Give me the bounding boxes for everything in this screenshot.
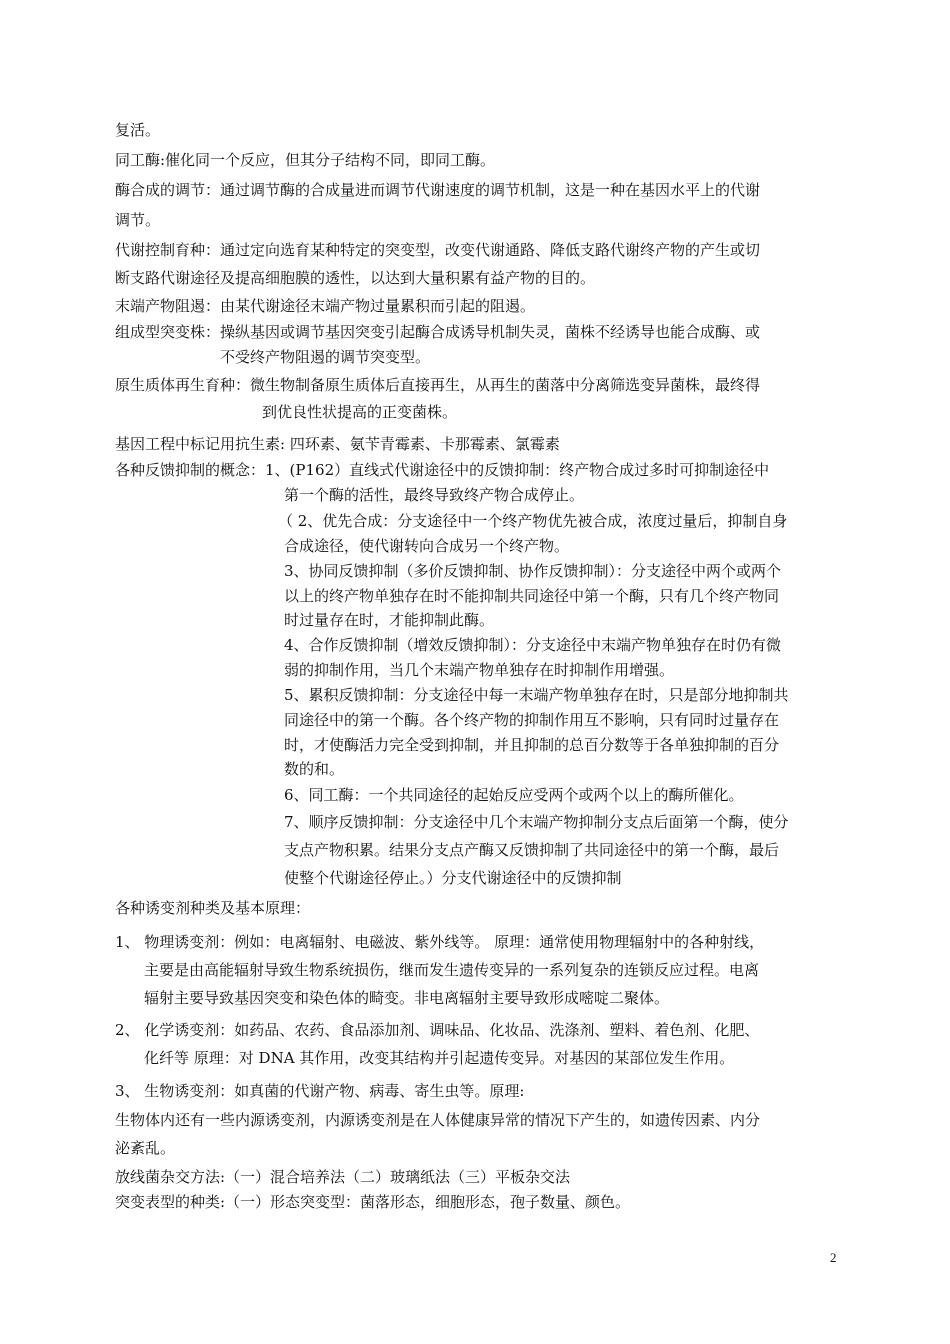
text-line: 末端产物阻遏：由某代谢途径末端产物过量累积而引起的阻遏。 [115,297,536,315]
text-line: 使整个代谢途径停止。）分支代谢途径中的反馈抑制 [284,869,622,887]
text-line: 合成途径，使代谢转向合成另一个终产物。 [284,537,570,555]
text-line: 支点产物积累。结果分支点产酶又反馈抑制了共同途径中的第一个酶，最后 [284,841,780,859]
text-line: 3、协同反馈抑制（多价反馈抑制、协作反馈抑制）：分支途径中两个或两个 [284,562,782,580]
text-line: 2、 化学诱变剂：如药品、农药、食品添加剂、调味品、化妆品、洗涤剂、塑料、着色剂、化肥、 [115,1021,760,1039]
text-line: 6、同工酶：一个共同途径的起始反应受两个或两个以上的酶所催化。 [284,786,744,804]
text-line: 时过量存在时，才能抑制此酶。 [284,611,495,629]
text-line: 复活。 [115,121,161,139]
text-line: 放线菌杂交方法:（一）混合培养法（二）玻璃纸法（三）平板杂交法 [115,1168,571,1186]
text-line: 代谢控制育种：通过定向选育某种特定的突变型，改变代谢通路、降低支路代谢终产物的产生或切 [115,241,761,259]
text-line: 生物体内还有一些内源诱变剂，内源诱变剂是在人体健康异常的情况下产生的，如遗传因素、内分 [115,1111,761,1129]
text-line: （ 2、优先合成：分支途径中一个终产物优先被合成，浓度过量后，抑制自身 [278,512,788,530]
text-line: 主要是由高能辐射导致生物系统损伤，继而发生遗传变异的一系列复杂的连锁反应过程。电离 [144,961,760,979]
text-line: 原生质体再生育种：微生物制备原生质体后直接再生，从再生的菌落中分离筛选变异菌株，最终得 [115,376,761,394]
text-line: 辐射主要导致基因突变和染色体的畸变。非电离辐射主要导致形成嘧啶二聚体。 [144,989,670,1007]
text-line: 7、顺序反馈抑制：分支途径中几个末端产物抑制分支点后面第一个酶，使分 [284,813,789,831]
text-line: 基因工程中标记用抗生素: 四环素、氨苄青霉素、卡那霉素、氯霉素 [115,435,560,453]
text-line: 4、合作反馈抑制（增效反馈抑制）：分支途径中末端产物单独存在时仍有微 [284,636,782,654]
text-line: 5、累积反馈抑制：分支途径中每一末端产物单独存在时，只是部分地抑制共 [284,686,789,704]
text-line: 第一个酶的活性，最终导致终产物合成停止。 [284,486,585,504]
text-line: 3、 生物诱变剂：如真菌的代谢产物、病毒、寄生虫等。原理: [115,1082,525,1100]
text-line: 以上的终产物单独存在时不能抑制共同途径中第一个酶，只有几个终产物同 [284,587,780,605]
text-line: 同工酶:催化同一个反应，但其分子结构不同，即同工酶。 [115,151,496,169]
text-line: 不受终产物阻遏的调节突变型。 [220,348,431,366]
text-line: 到优良性状提高的正变菌株。 [262,403,458,421]
text-line: 各种反馈抑制的概念：1、(P162）直线式代谢途径中的反馈抑制：终产物合成过多时可抑制途径中 [115,461,770,479]
text-line: 同途径中的第一个酶。各个终产物的抑制作用互不影响，只有同时过量存在 [284,711,780,729]
text-line: 1、 物理诱变剂：例如：电离辐射、电磁波、紫外线等。 原理：通常使用物理辐射中的各种射线， [115,933,765,951]
text-line: 时，才使酶活力完全受到抑制，并且抑制的总百分数等于各单独抑制的百分 [284,736,780,754]
text-line: 酶合成的调节：通过调节酶的合成量进而调节代谢速度的调节机制，这是一种在基因水平上的代谢 [115,181,761,199]
text-line: 泌紊乱。 [115,1139,176,1157]
text-line: 突变表型的种类:（一）形态突变型：菌落形态，细胞形态，孢子数量、颜色。 [115,1193,631,1211]
text-line: 断支路代谢途径及提高细胞膜的透性，以达到大量积累有益产物的目的。 [115,269,596,287]
text-line: 弱的抑制作用，当几个末端产物单独存在时抑制作用增强。 [284,661,675,679]
text-line: 化纤等 原理：对 DNA 其作用，改变其结构并引起遗传变异。对基因的某部位发生作用。 [144,1049,735,1067]
page-number: 2 [830,1250,837,1265]
text-line: 组成型突变株：操纵基因或调节基因突变引起酶合成诱导机制失灵，菌株不经诱导也能合成酶、或 [115,323,761,341]
text-line: 调节。 [115,211,161,229]
text-line: 各种诱变剂种类及基本原理： [115,899,311,917]
text-line: 数的和。 [284,760,345,778]
